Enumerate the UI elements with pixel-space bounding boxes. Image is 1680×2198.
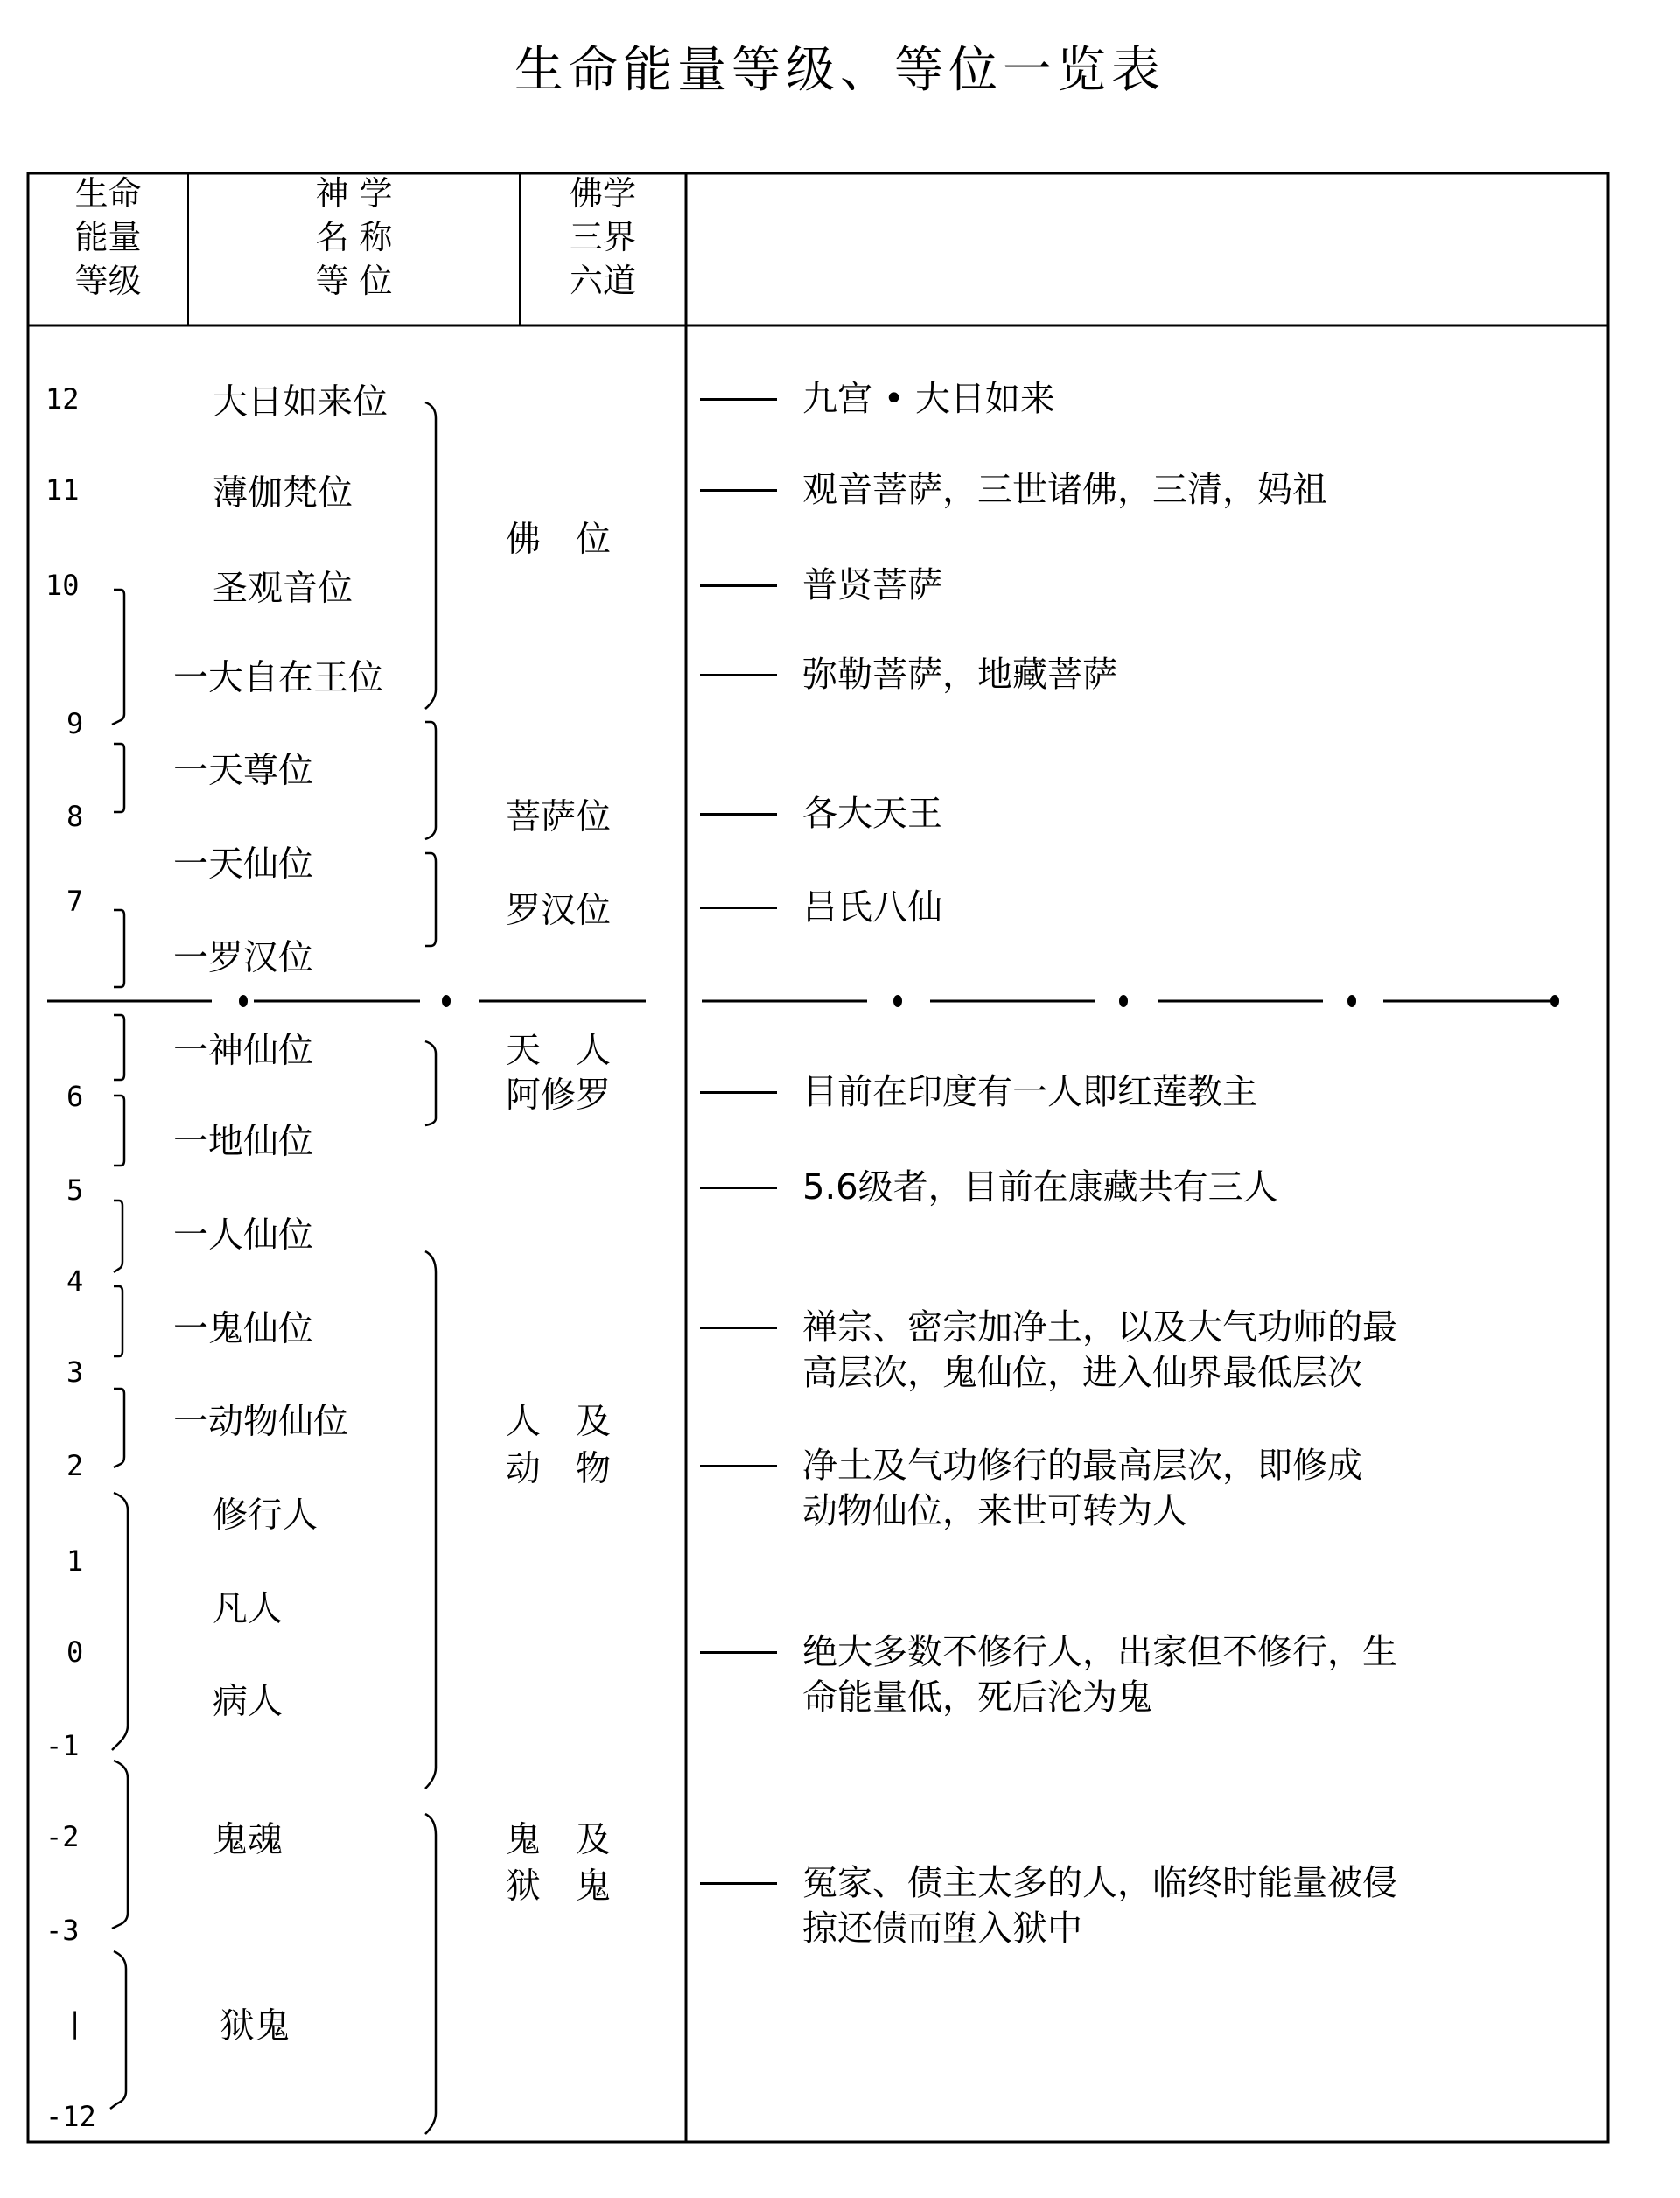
header-theology-rank-line: 等 位 bbox=[315, 262, 393, 300]
note-text bbox=[802, 376, 1055, 422]
header-energy-level-line: 生命 bbox=[74, 174, 142, 213]
level-number: 10 bbox=[46, 569, 80, 602]
header-theology-rank-line: 名 称 bbox=[315, 218, 393, 256]
note-line: 掠还债而堕入狱中 bbox=[802, 1908, 1082, 1949]
note-line: 吕氏八仙 bbox=[802, 887, 942, 928]
note-line: 各大天王 bbox=[802, 794, 942, 834]
header-buddhism-realms-line: 三界 bbox=[569, 218, 636, 256]
level-number: 1 bbox=[66, 1544, 84, 1578]
dash-icon bbox=[700, 1651, 777, 1654]
realm-ghost: 鬼 及 bbox=[506, 1819, 611, 1860]
realm-deva: 天 人 bbox=[506, 1030, 611, 1071]
rank-name: 修行人 bbox=[213, 1494, 318, 1536]
bracket-level-upper-6 bbox=[114, 1015, 124, 1080]
level-number: 12 bbox=[46, 382, 80, 416]
bracket-realm-bodhisattva bbox=[425, 722, 436, 839]
level-number: 4 bbox=[66, 1264, 84, 1298]
dash-icon bbox=[700, 813, 777, 816]
header-theology-rank bbox=[188, 172, 520, 303]
note-text bbox=[802, 563, 942, 608]
realm-hell-ghost: 狱 鬼 bbox=[506, 1866, 611, 1907]
realm-animal: 动 物 bbox=[506, 1448, 611, 1489]
level-range-marker: | bbox=[66, 2006, 84, 2040]
note-text bbox=[802, 1629, 1397, 1720]
dash-icon bbox=[700, 906, 777, 909]
note-text bbox=[802, 885, 942, 930]
dash-icon bbox=[700, 1186, 777, 1189]
note-line: 弥勒菩萨，地藏菩萨 bbox=[802, 654, 1117, 695]
header-energy-level-line: 能量 bbox=[74, 218, 142, 256]
bracket-level-minus3-minus12 bbox=[110, 1951, 126, 2109]
dash-icon bbox=[700, 489, 777, 492]
page-title: 生命能量等级、等位一览表 bbox=[514, 42, 1166, 99]
rank-name: 一神仙位 bbox=[173, 1030, 313, 1071]
note-line: 冤家、债主太多的人，临终时能量被侵 bbox=[802, 1863, 1397, 1903]
realm-asura: 阿修罗 bbox=[506, 1074, 611, 1116]
bracket-level-10-9 bbox=[112, 590, 124, 724]
level-number: -2 bbox=[46, 1820, 80, 1853]
level-number: -12 bbox=[46, 2100, 96, 2133]
rank-name: 薄伽梵位 bbox=[213, 472, 353, 514]
note-line: 高层次，鬼仙位，进入仙界最低层次 bbox=[802, 1353, 1362, 1393]
note-text bbox=[802, 791, 942, 836]
note-line: 5.6级者，目前在康藏共有三人 bbox=[802, 1167, 1278, 1208]
bracket-realm-ghost bbox=[425, 1814, 436, 2134]
bracket-level-3-2 bbox=[114, 1389, 124, 1467]
header-energy-level bbox=[28, 172, 188, 303]
rank-name: 大日如来位 bbox=[213, 382, 388, 423]
header-theology-rank-line: 神 学 bbox=[315, 174, 393, 213]
bracket-level-minus1-minus3 bbox=[112, 1760, 128, 1928]
rank-name: 一动物仙位 bbox=[173, 1401, 348, 1442]
rank-name: 一大自在王位 bbox=[173, 657, 383, 698]
realm-bodhisattva: 菩萨位 bbox=[506, 796, 611, 837]
note-text bbox=[802, 652, 1117, 697]
note-line: 动物仙位，来世可转为人 bbox=[802, 1491, 1187, 1531]
rank-name: 鬼魂 bbox=[213, 1819, 283, 1860]
level-number: 9 bbox=[66, 707, 84, 740]
bracket-level-4-3 bbox=[114, 1286, 122, 1356]
note-line: 绝大多数不修行人，出家但不修行，生 bbox=[802, 1632, 1397, 1672]
rank-name: 狱鬼 bbox=[220, 2006, 290, 2047]
dash-icon bbox=[700, 584, 777, 587]
realm-buddha: 佛 位 bbox=[506, 519, 611, 560]
dash-icon bbox=[700, 1465, 777, 1467]
rank-name: 一地仙位 bbox=[173, 1121, 313, 1162]
realm-human: 人 及 bbox=[506, 1401, 611, 1442]
level-number: 8 bbox=[66, 800, 84, 833]
note-text bbox=[802, 1069, 1257, 1115]
level-number: 5 bbox=[66, 1173, 84, 1207]
header-buddhism-realms-line: 六道 bbox=[569, 262, 636, 300]
bracket-level-7 bbox=[114, 910, 124, 987]
level-number: 7 bbox=[66, 885, 84, 918]
rank-name: 病人 bbox=[213, 1681, 283, 1722]
bracket-realm-arhat bbox=[425, 853, 436, 946]
level-number: -3 bbox=[46, 1914, 80, 1947]
note-line: 命能量低，死后沦为鬼 bbox=[802, 1677, 1152, 1718]
dash-icon bbox=[700, 398, 777, 401]
note-line: 普贤菩萨 bbox=[802, 565, 942, 606]
level-number: 0 bbox=[66, 1635, 84, 1669]
note-text bbox=[802, 1443, 1362, 1534]
bracket-realm-buddha bbox=[425, 402, 436, 709]
level-number: 3 bbox=[66, 1355, 84, 1389]
rank-name: 一天仙位 bbox=[173, 844, 313, 885]
level-number: 11 bbox=[46, 473, 80, 507]
bracket-level-2-minus1 bbox=[112, 1493, 128, 1750]
level-number: -1 bbox=[46, 1729, 80, 1762]
header-buddhism-realms bbox=[520, 172, 686, 303]
dash-icon bbox=[700, 674, 777, 676]
bracket-realm-human bbox=[425, 1251, 436, 1788]
bracket-level-lower-6 bbox=[114, 1096, 124, 1166]
note-line: 禅宗、密宗加净土，以及大气功师的最 bbox=[802, 1307, 1397, 1348]
level-number: 2 bbox=[66, 1449, 84, 1482]
header-buddhism-realms-line: 佛学 bbox=[569, 174, 636, 213]
dash-icon bbox=[700, 1882, 777, 1885]
rank-name: 一鬼仙位 bbox=[173, 1308, 313, 1349]
dash-icon bbox=[700, 1091, 777, 1094]
rank-name: 一罗汉位 bbox=[173, 937, 313, 978]
rank-name: 一天尊位 bbox=[173, 750, 313, 791]
note-text bbox=[802, 467, 1327, 513]
note-line: 观音菩萨，三世诸佛，三清，妈祖 bbox=[802, 470, 1327, 510]
note-text bbox=[802, 1165, 1278, 1210]
note-line: 净土及气功修行的最高层次，即修成 bbox=[802, 1446, 1362, 1486]
rank-name: 圣观音位 bbox=[213, 568, 353, 609]
dash-icon bbox=[700, 1326, 777, 1329]
level-number: 6 bbox=[66, 1080, 84, 1113]
bracket-level-5-4 bbox=[114, 1200, 122, 1272]
bracket-level-9-8 bbox=[114, 744, 124, 812]
header-energy-level-line: 等级 bbox=[74, 262, 142, 300]
note-line: 目前在印度有一人即红莲教主 bbox=[802, 1072, 1257, 1112]
realm-arhat: 罗汉位 bbox=[506, 890, 611, 931]
note-text bbox=[802, 1305, 1397, 1396]
note-line: 九宫 • 大日如来 bbox=[802, 379, 1056, 419]
note-text bbox=[802, 1860, 1397, 1951]
bracket-realm-deva bbox=[425, 1041, 436, 1125]
rank-name: 一人仙位 bbox=[173, 1214, 313, 1256]
rank-name: 凡人 bbox=[213, 1588, 283, 1629]
